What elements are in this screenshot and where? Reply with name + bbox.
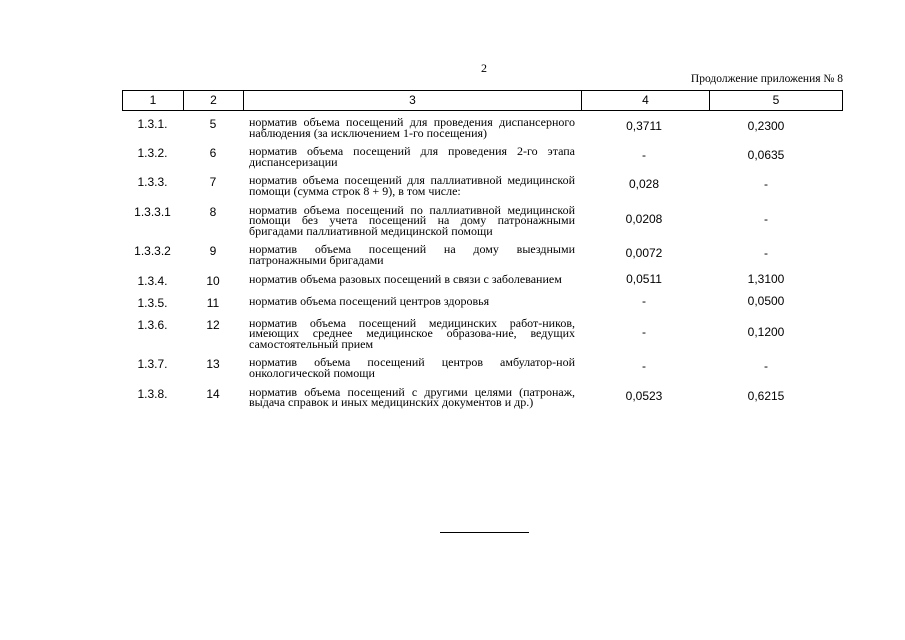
table-row — [122, 172, 843, 196]
row-code: 1.3.1. — [137, 117, 168, 131]
table-row — [122, 354, 843, 378]
table-row — [122, 271, 843, 288]
row-line-number: 7 — [209, 175, 217, 190]
row-code: 1.3.3.2 — [134, 244, 171, 259]
page-number: 2 — [481, 61, 487, 75]
row-value-col4: 0,0072 — [625, 246, 663, 261]
row-description: норматив объема посещений на дому выездными патронажными бригадами — [249, 242, 575, 267]
row-value-col4: - — [642, 359, 646, 374]
row-description: норматив объема посещений центров здоровья — [249, 293, 490, 308]
row-description: норматив объема разовых посещений в связи с заболеванием — [249, 271, 562, 286]
row-value-col5: - — [764, 359, 768, 374]
row-code: 1.3.3.1 — [134, 204, 171, 219]
row-code: 1.3.6. — [137, 317, 168, 332]
row-value-col5: 0,0635 — [747, 148, 785, 163]
row-description: норматив объема посещений для проведения 2-го этапа диспансеризации — [249, 144, 575, 169]
row-line-number: 6 — [209, 146, 217, 161]
row-value-col5: - — [764, 211, 768, 226]
row-code: 1.3.4. — [137, 273, 168, 288]
header-col-5: 5 — [772, 93, 780, 107]
table-row — [122, 143, 843, 167]
table-row — [122, 315, 843, 350]
row-description: норматив объема посещений для проведения диспансерного наблюдения (за исключением 1-го посещения) — [249, 115, 575, 140]
row-value-col5: 0,1200 — [747, 324, 785, 339]
row-line-number: 5 — [209, 117, 217, 131]
table-header — [122, 90, 843, 111]
row-code: 1.3.3. — [137, 175, 168, 190]
row-value-col4: 0,3711 — [626, 119, 662, 134]
row-value-col5: 0,0500 — [747, 294, 785, 309]
table-row — [122, 241, 843, 265]
row-code: 1.3.2. — [137, 146, 168, 161]
row-value-col4: 0,0523 — [625, 388, 663, 403]
header-col-3: 3 — [244, 91, 582, 110]
row-line-number: 10 — [206, 273, 220, 288]
row-code: 1.3.5. — [137, 295, 168, 310]
row-description: норматив объема посещений центров амбулатор-ной онкологической помощи — [249, 355, 575, 380]
continuation-caption: Продолжение приложения № 8 — [690, 73, 843, 85]
row-line-number: 8 — [209, 204, 217, 219]
row-value-col4: - — [642, 324, 646, 339]
table-row — [122, 293, 843, 310]
row-line-number: 9 — [209, 244, 217, 259]
row-value-col4: - — [642, 148, 646, 163]
row-line-number: 12 — [206, 317, 220, 332]
table-row — [122, 114, 843, 138]
row-value-col4: 0,028 — [628, 177, 660, 192]
header-col-2: 2 — [184, 91, 244, 110]
row-value-col4: 0,0208 — [625, 211, 663, 226]
row-value-col5: 0,6215 — [747, 388, 785, 403]
row-line-number: 14 — [206, 386, 220, 401]
end-divider-line — [440, 532, 529, 533]
table-row — [122, 384, 843, 408]
table-row — [122, 202, 843, 237]
row-description: норматив объема посещений по паллиативной медицинской помощи без учета посещений на дому патронажными бригадами паллиативной медицинской помощи — [249, 202, 575, 238]
row-value-col5: 0,2300 — [747, 119, 785, 134]
row-value-col5: 1,3100 — [747, 272, 785, 287]
row-line-number: 11 — [206, 295, 220, 310]
row-value-col5: - — [764, 246, 768, 261]
row-code: 1.3.8. — [137, 386, 168, 401]
row-description: норматив объема посещений с другими целями (патронаж, выдача справок и иных медицинских документов и др.) — [249, 384, 575, 410]
row-line-number: 13 — [206, 357, 220, 372]
row-description: норматив объема посещений медицинских работ-ников, имеющих среднее медицинское образова-ние, ведущих самостоятельный прием — [249, 315, 575, 351]
header-col-1: 1 — [123, 91, 184, 110]
header-col-4: 4 — [582, 91, 710, 110]
row-value-col4: - — [642, 294, 646, 309]
row-value-col4: 0,0511 — [626, 272, 662, 287]
row-code: 1.3.7. — [137, 357, 168, 372]
table-body — [122, 114, 843, 413]
row-value-col5: - — [764, 177, 768, 192]
row-description: норматив объема посещений для паллиативной медицинской помощи (сумма строк 8 + 9), в том числе: — [249, 173, 575, 198]
